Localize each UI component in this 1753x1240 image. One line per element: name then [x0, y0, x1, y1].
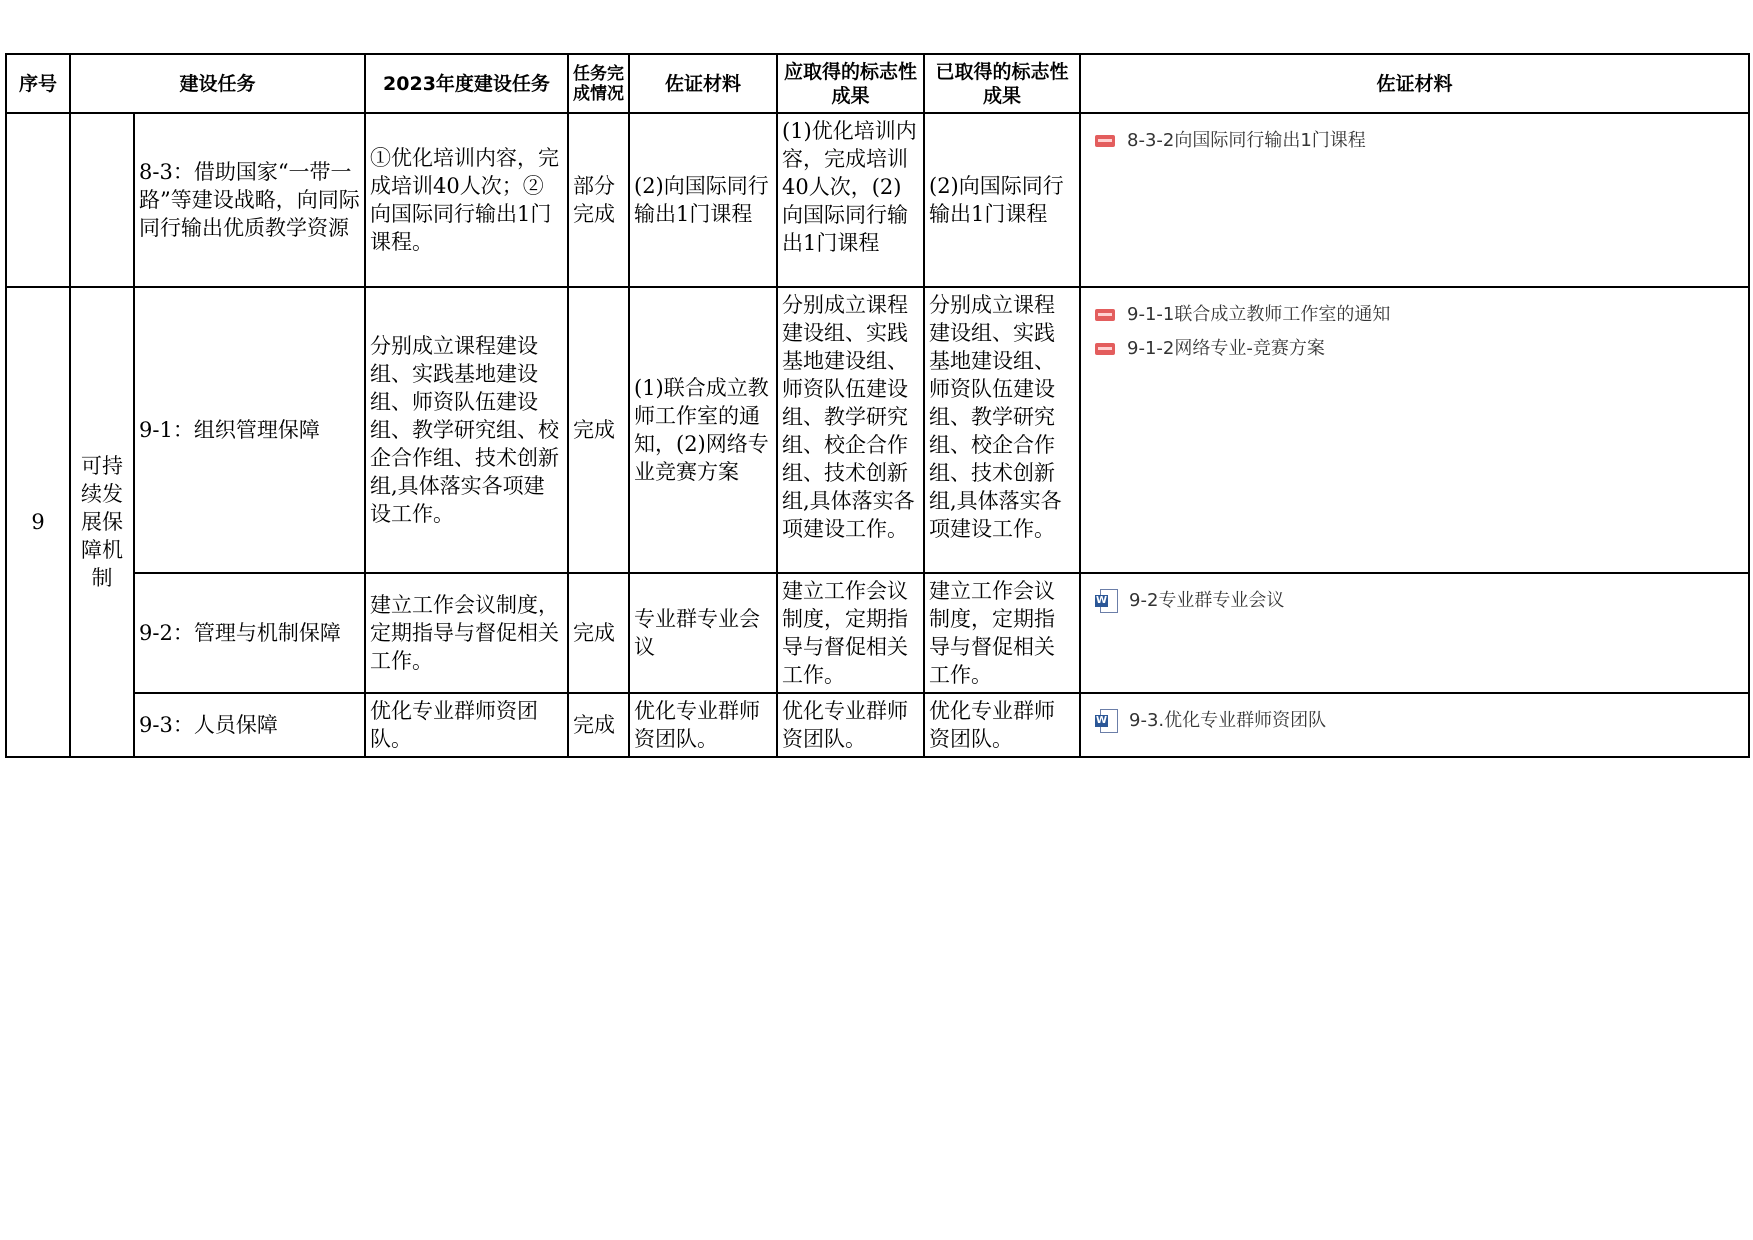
header-task-2023: 2023年度建设任务 [365, 54, 568, 113]
evidence-cell: (1)联合成立教师工作室的通知，(2)网络专业竞赛方案 [629, 287, 777, 573]
files-cell [1080, 287, 1749, 573]
expected-cell: (1)优化培训内容，完成培训40人次，(2)向国际同行输出1门课程 [777, 113, 924, 287]
header-achieved: 已取得的标志性成果 [924, 54, 1080, 113]
task2023-cell: 分别成立课程建设组、实践基地建设组、师资队伍建设组、教学研究组、校企合作组、技术创新组,具体落实各项建设工作。 [365, 287, 568, 573]
file-name: 9-1-2网络专业-竞赛方案 [1127, 338, 1325, 359]
file-link[interactable] [1095, 584, 1734, 618]
header-task: 建设任务 [70, 54, 365, 113]
file-link[interactable] [1095, 124, 1734, 158]
table-row [6, 113, 1749, 287]
task2023-cell: 建立工作会议制度，定期指导与督促相关工作。 [365, 573, 568, 693]
evidence-cell: 专业群专业会议 [629, 573, 777, 693]
evidence-cell: 优化专业群师资团队。 [629, 693, 777, 757]
header-row [6, 54, 1749, 113]
group-cell-empty [70, 113, 134, 287]
table-row [6, 693, 1749, 757]
achieved-cell: 优化专业群师资团队。 [924, 693, 1080, 757]
group-cell: 可持续发展保障机制 [70, 287, 134, 757]
achieved-cell: 分别成立课程建设组、实践基地建设组、师资队伍建设组、教学研究组、校企合作组、技术创新组,具体落实各项建设工作。 [924, 287, 1080, 573]
file-name: 9-3.优化专业群师资团队 [1129, 710, 1327, 731]
status-cell: 部分完成 [568, 113, 629, 287]
files-cell [1080, 693, 1749, 757]
table-row [6, 573, 1749, 693]
achievement-table [5, 53, 1750, 758]
pdf-icon [1095, 343, 1115, 355]
header-seq: 序号 [6, 54, 70, 113]
word-icon: W [1095, 589, 1117, 613]
file-link[interactable] [1095, 298, 1734, 332]
expected-cell: 分别成立课程建设组、实践基地建设组、师资队伍建设组、教学研究组、校企合作组、技术创新组,具体落实各项建设工作。 [777, 287, 924, 573]
subtask-cell: 9-2：管理与机制保障 [134, 573, 365, 693]
file-link[interactable] [1095, 704, 1734, 738]
table-row [6, 287, 1749, 573]
file-name: 8-3-2向国际同行输出1门课程 [1127, 130, 1366, 151]
status-cell: 完成 [568, 573, 629, 693]
achieved-cell: 建立工作会议制度，定期指导与督促相关工作。 [924, 573, 1080, 693]
achieved-cell: (2)向国际同行输出1门课程 [924, 113, 1080, 287]
file-link[interactable] [1095, 332, 1734, 366]
files-cell [1080, 573, 1749, 693]
seq-cell-empty [6, 113, 70, 287]
expected-cell: 建立工作会议制度，定期指导与督促相关工作。 [777, 573, 924, 693]
task2023-cell: 优化专业群师资团队。 [365, 693, 568, 757]
seq-cell: 9 [6, 287, 70, 757]
header-status: 任务完成情况 [568, 54, 629, 113]
word-icon: W [1095, 709, 1117, 733]
header-evidence: 佐证材料 [629, 54, 777, 113]
status-cell: 完成 [568, 693, 629, 757]
task2023-cell: ①优化培训内容，完成培训40人次；②向国际同行输出1门课程。 [365, 113, 568, 287]
expected-cell: 优化专业群师资团队。 [777, 693, 924, 757]
file-name: 9-2专业群专业会议 [1129, 590, 1285, 611]
subtask-cell: 8-3：借助国家“一带一路”等建设战略，向同际同行输出优质教学资源 [134, 113, 365, 287]
subtask-cell: 9-1：组织管理保障 [134, 287, 365, 573]
status-cell: 完成 [568, 287, 629, 573]
evidence-cell: (2)向国际同行输出1门课程 [629, 113, 777, 287]
files-cell [1080, 113, 1749, 287]
header-expected: 应取得的标志性成果 [777, 54, 924, 113]
pdf-icon [1095, 309, 1115, 321]
pdf-icon [1095, 135, 1115, 147]
subtask-cell: 9-3：人员保障 [134, 693, 365, 757]
header-evidence-files: 佐证材料 [1080, 54, 1749, 113]
achievement-table-sheet [5, 53, 1750, 758]
file-name: 9-1-1联合成立教师工作室的通知 [1127, 304, 1391, 325]
